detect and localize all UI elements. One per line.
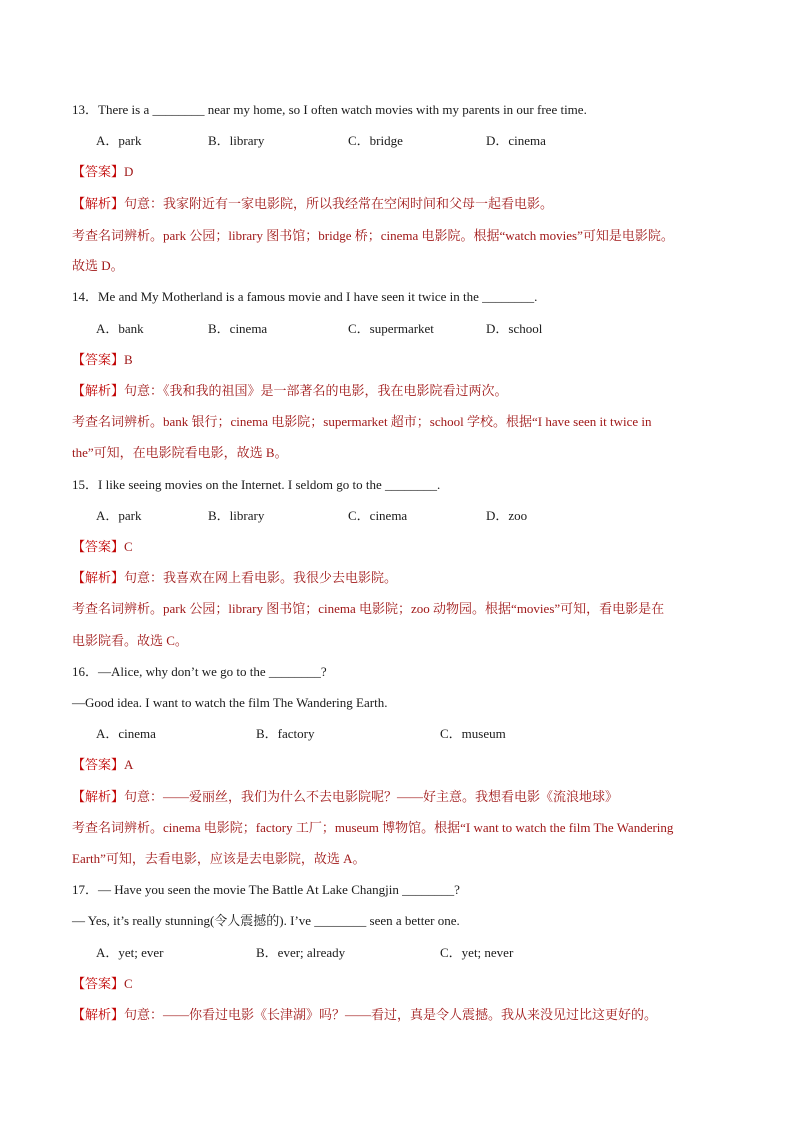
answer-label: 【答案】: [72, 164, 125, 179]
option-b: B．ever; already: [256, 945, 346, 960]
question-15-stem: 15．I like seeing movies on the Internet. I seldom go to the ________.: [72, 477, 441, 492]
analysis-text: 句意：我家附近有一家电影院，所以我经常在空闲时间和父母一起看电影。: [124, 196, 554, 211]
question-13-analysis-3: 故选 D。: [72, 258, 124, 273]
analysis-label: 【解析】: [72, 789, 125, 804]
analysis-text: 句意：我喜欢在网上看电影。我很少去电影院。: [124, 570, 398, 585]
question-13-answer: [72, 163, 734, 181]
analysis-label: 【解析】: [72, 1007, 125, 1022]
question-14-analysis-1: [72, 382, 734, 400]
question-17-stem-reply: — Yes, it’s really stunning(令人震撼的). I’ve ________ seen a better one.: [72, 913, 460, 928]
question-17-answer: [72, 975, 734, 993]
answer-label: 【答案】: [72, 976, 125, 991]
question-13-stem: 13．There is a ________ near my home, so I often watch movies with my parents in our free time.: [72, 102, 587, 117]
option-c: C．cinema: [348, 508, 408, 523]
analysis-label: 【解析】: [72, 383, 125, 398]
question-16-stem: 16．—Alice, why don’t we go to the ________?: [72, 664, 327, 679]
analysis-text: 句意：——爱丽丝，我们为什么不去电影院呢？——好主意。我想看电影《流浪地球》: [124, 789, 619, 804]
option-a: A．bank: [96, 321, 144, 336]
question-17-analysis-1: [72, 1006, 734, 1024]
question-15-analysis-3: 电影院看。故选 C。: [72, 633, 188, 648]
question-14-stem: 14．Me and My Motherland is a famous movie and I have seen it twice in the ________.: [72, 289, 538, 304]
answer-value: A: [124, 757, 134, 772]
question-16-analysis-1: [72, 788, 734, 806]
question-16-analysis-3: Earth”可知，去看电影，应该是去电影院，故选 A。: [72, 851, 366, 866]
question-16-answer: [72, 756, 734, 774]
answer-value: C: [124, 539, 133, 554]
option-c: C．museum: [440, 726, 506, 741]
analysis-text: 句意：《我和我的祖国》是一部著名的电影，我在电影院看过两次。: [124, 383, 508, 398]
option-d: D．zoo: [486, 508, 528, 523]
analysis-label: 【解析】: [72, 196, 125, 211]
question-15-options: [96, 507, 734, 525]
question-17-stem: 17．— Have you seen the movie The Battle At Lake Changjin ________?: [72, 882, 460, 897]
option-c: C．bridge: [348, 133, 403, 148]
analysis-text: 句意：——你看过电影《长津湖》吗？——看过，真是令人震撼。我从来没见过比这更好的。: [124, 1007, 658, 1022]
answer-label: 【答案】: [72, 757, 125, 772]
option-b: B．library: [208, 508, 265, 523]
answer-label: 【答案】: [72, 352, 125, 367]
option-a: A．park: [96, 508, 142, 523]
question-16-options: [96, 725, 734, 743]
option-c: C．yet; never: [440, 945, 514, 960]
option-c: C．supermarket: [348, 321, 434, 336]
answer-value: B: [124, 352, 133, 367]
option-d: D．cinema: [486, 133, 546, 148]
question-14-answer: [72, 351, 734, 369]
question-15-answer: [72, 538, 734, 556]
option-d: D．school: [486, 321, 543, 336]
question-14-analysis-3: the”可知，在电影院看电影，故选 B。: [72, 445, 288, 460]
answer-value: C: [124, 976, 133, 991]
option-b: B．library: [208, 133, 265, 148]
option-b: B．cinema: [208, 321, 268, 336]
question-16-analysis-2: 考查名词辨析。cinema 电影院；factory 工厂；museum 博物馆。根据“I want to watch the film The Wandering: [72, 820, 674, 835]
question-13-analysis-2: 考查名词辨析。park 公园；library 图书馆；bridge 桥；cinema 电影院。根据“watch movies”可知是电影院。: [72, 228, 674, 243]
answer-value: D: [124, 164, 134, 179]
question-14-options: [96, 320, 734, 338]
analysis-label: 【解析】: [72, 570, 125, 585]
question-17-options: [96, 944, 734, 962]
question-16-stem-reply: —Good idea. I want to watch the film The Wandering Earth.: [72, 695, 388, 710]
option-b: B．factory: [256, 726, 315, 741]
option-a: A．yet; ever: [96, 945, 164, 960]
answer-label: 【答案】: [72, 539, 125, 554]
question-14-analysis-2: 考查名词辨析。bank 银行；cinema 电影院；supermarket 超市；school 学校。根据“I have seen it twice in: [72, 414, 652, 429]
option-a: A．cinema: [96, 726, 156, 741]
question-15-analysis-2: 考查名词辨析。park 公园；library 图书馆；cinema 电影院；zoo 动物园。根据“movies”可知，看电影是在: [72, 601, 665, 616]
question-15-analysis-1: [72, 569, 734, 587]
option-a: A．park: [96, 133, 142, 148]
question-13-analysis-1: [72, 195, 734, 213]
question-13-options: [96, 132, 734, 150]
